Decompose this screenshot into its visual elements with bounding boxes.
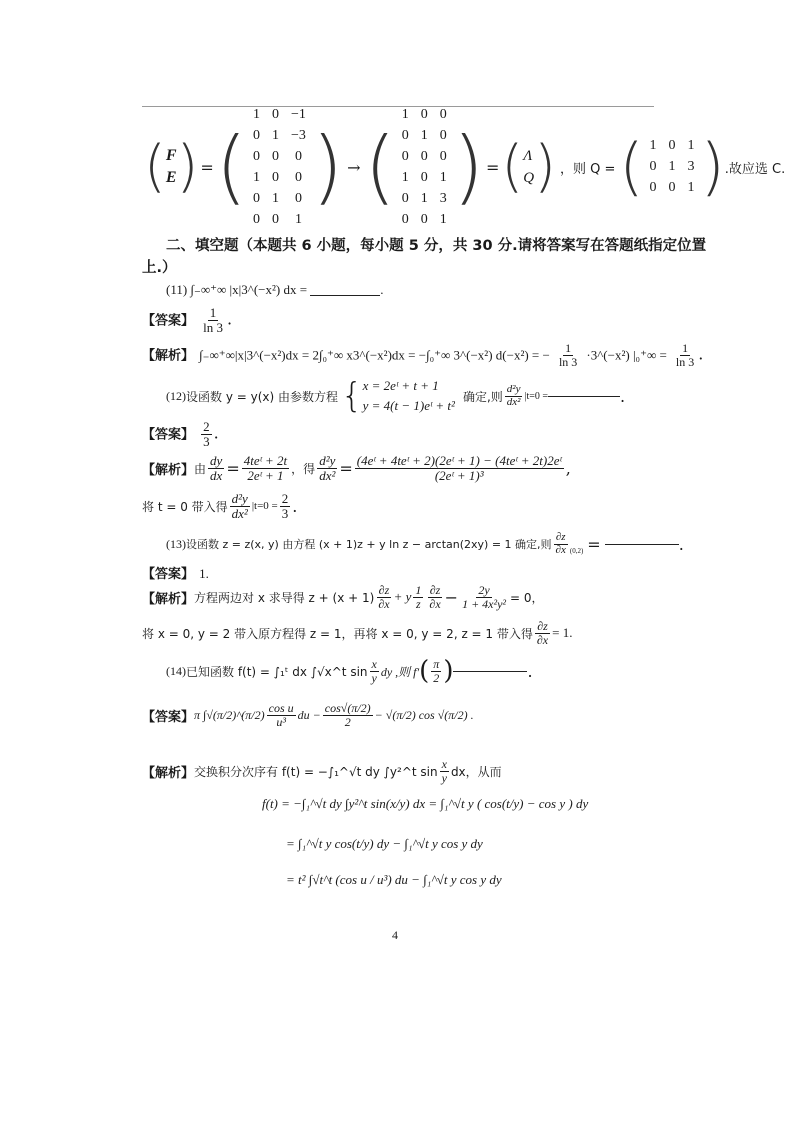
matrix-cell: 0 — [401, 127, 409, 143]
matrix-cell: 0 — [668, 138, 676, 153]
matrix-cell: 0 — [439, 148, 447, 164]
matrix-cell: 0 — [401, 211, 409, 227]
q13-analysis-1: 【解析】 方程两边对 x 求导得 z + (x + 1) $\frac{\partial z}{\partial x}$ + y $\frac{1}{z}$ $\frac{\partial z}{\partial x}$ − $\frac{2y}{\text{1 + 4x²y²}}$ = 0， — [142, 583, 544, 611]
q13-analysis-2: 将 x = 0, y = 2 带入原方程得 z = 1，再将 x = 0, y = 2, z = 1 带入得 $\frac{\partial z}{\partial x}$ = 1. — [142, 619, 573, 647]
matrix-cell: −3 — [291, 127, 306, 143]
matrix-cell: 0 — [272, 148, 280, 164]
q12-analysis-2: 将 t = 0 带入得 $\frac{\text{d²y}}{\text{dx²}}$ |t=0 = $\frac{2}{3}$ . — [142, 491, 298, 521]
matrix-cell: 0 — [253, 211, 261, 227]
matrix-cell: 0 — [272, 211, 280, 227]
res-bottom: Q — [523, 170, 535, 186]
matrix-cell: 1 — [439, 169, 447, 185]
matrix-cell: 1 — [420, 127, 428, 143]
matrix-cell: 0 — [668, 180, 676, 195]
res-top: Λ — [523, 148, 533, 164]
matrix-cell: 1 — [272, 127, 280, 143]
matrix-cell: 1 — [294, 211, 302, 227]
matrix-cell: 1 — [649, 138, 657, 153]
matrix-cell: 1 — [272, 190, 280, 206]
q14-answer: 【答案】 π ∫√(π/2)^(π/2) $\frac{\text{cos u}}{\text{u³}}$ du − $\frac{\cos√(\pi/2)}{2}$ − √(π/2) cos √(π/2) . — [142, 701, 474, 729]
matrix-cell: 0 — [253, 148, 261, 164]
matrix-3 — [644, 136, 701, 199]
matrix-cell: 3 — [687, 159, 695, 174]
matrix-cell: 0 — [272, 106, 280, 122]
matrix-cell: 0 — [420, 148, 428, 164]
q13: (13) 设函数 z = z(x, y) 由方程 (x + 1)z + y ln z − arctan(2xy) = 1 确定,则 $\frac{\partial z}{\partial x}$ (0,2) = . — [166, 531, 684, 556]
matrix-cell: 1 — [687, 138, 695, 153]
matrix-cell: 0 — [420, 169, 428, 185]
matrix-cell: 0 — [294, 190, 302, 206]
q14-line-1: f(t) = −∫₁^√t dy ∫y²^t sin(x/y) dx = ∫₁^√t y ( cos(t/y) − cos y ) dy — [262, 796, 589, 811]
matrix-cell: 0 — [253, 127, 261, 143]
section-heading-cont: 上.） — [142, 260, 177, 276]
matrix-cell: 1 — [401, 169, 409, 185]
matrix-1 — [247, 104, 312, 230]
matrix-cell: 0 — [649, 159, 657, 174]
matrix-cell: 0 — [439, 106, 447, 122]
matrix-cell: 0 — [401, 190, 409, 206]
q14-analysis: 【解析】 交换积分次序有 f(t) = −∫₁^√t dy ∫y²^t sin $\frac{x}{y}$ dx，从而 — [142, 757, 502, 785]
matrix-cell: 0 — [420, 211, 428, 227]
matrix-cell: 1 — [687, 180, 695, 195]
arrow: → — [347, 157, 361, 177]
matrix-cell: 1 — [253, 106, 261, 122]
q14: (14) 已知函数 f(t) = ∫₁ᵗ dx ∫√x^t sin $\frac{x}{y}$ dy ,则 f′ ( $\frac{\pi}{2}$ ) . — [166, 656, 533, 686]
answer-blank — [310, 295, 380, 296]
q11-analysis: 【解析】 ∫₋∞⁺∞|x|3^(−x²)dx = 2∫₀⁺∞ x3^(−x²)dx = −∫₀⁺∞ 3^(−x²) d(−x²) = − $\frac{1}{\ln 3}$ ·3^(−x²) |₀⁺∞ = $\frac{1}{\ln 3}$ . — [142, 341, 704, 369]
section-heading: 二、填空题（本题共 6 小题，每小题 5 分，共 30 分.请将答案写在答题纸指定位置 — [166, 238, 707, 254]
equals: = — [485, 157, 500, 177]
matrix-cell: 0 — [439, 127, 447, 143]
matrix-cell: 0 — [420, 106, 428, 122]
matrix-cell: 0 — [272, 169, 280, 185]
choose-c: .故应选 C. — [724, 161, 786, 177]
matrix-cell: 1 — [253, 169, 261, 185]
q12: (12) 设函数 y = y(x) 由参数方程 { x = 2eᵗ + t + 1 y = 4(t − 1)eᵗ + t² 确定,则 $\frac{\text{d²y}}{\text{dx²}}$ |t=0 = . — [166, 376, 626, 416]
q14-line-3: = t² ∫√t^t (cos u / u³) du − ∫₁^√t y cos y dy — [286, 872, 502, 887]
matrix-cell: 1 — [420, 190, 428, 206]
page-number: 4 — [392, 928, 398, 942]
matrix-cell: 0 — [253, 190, 261, 206]
matrix-cell: 1 — [401, 106, 409, 122]
matrix-2 — [396, 104, 453, 230]
matrix-cell: 0 — [649, 180, 657, 195]
q11-answer: 【答案】 $\frac{1}{\ln 3}$ . — [142, 305, 233, 335]
q14-line-2: = ∫₁^√t y cos(t/y) dy − ∫₁^√t y cos y dy — [286, 836, 483, 851]
then-q: ，则 Q = — [559, 161, 616, 177]
q12-analysis-1: 【解析】 由 $\frac{dy}{dx}$ = $\frac{\text{4teᵗ + 2t}}{\text{2eᵗ + 1}}$ ，得 $\frac{\text{d²y}}{\text{dx²}}$ = $\frac{\text{(4eᵗ + 4teᵗ + 2)(2eᵗ + 1) − (4teᵗ + 2t)2eᵗ}}{\text{(2eᵗ + 1)³}}$ , — [142, 453, 571, 483]
lhs-bottom: E — [165, 169, 177, 186]
lhs-top: F — [165, 147, 177, 164]
matrix-cell: 0 — [401, 148, 409, 164]
matrix-cell: 3 — [439, 190, 447, 206]
matrix-cell: 0 — [294, 148, 302, 164]
q13-answer: 【答案】 1. — [142, 566, 209, 582]
matrix-cell: −1 — [291, 106, 306, 122]
matrix-cell: 1 — [439, 211, 447, 227]
matrix-equation: ( F E ) = ( 1 0 −1 0 1 −3 0 0 0 1 0 0 0 1 0 0 0 1 ) → ( 1 0 0 0 1 0 0 0 0 1 0 1 0 1 3 0 0 1 ) = ( Λ Q ) ，则 Q = ( 1 0 1 0 1 3 0 0 1 ) .故应选 C. — [144, 108, 785, 226]
q12-answer: 【答案】 $\frac{2}{3}$ . — [142, 419, 219, 449]
matrix-cell: 1 — [668, 159, 676, 174]
q11: (11) ∫₋∞⁺∞ |x|3^(−x²) dx = . — [166, 282, 384, 297]
matrix-cell: 0 — [294, 169, 302, 185]
